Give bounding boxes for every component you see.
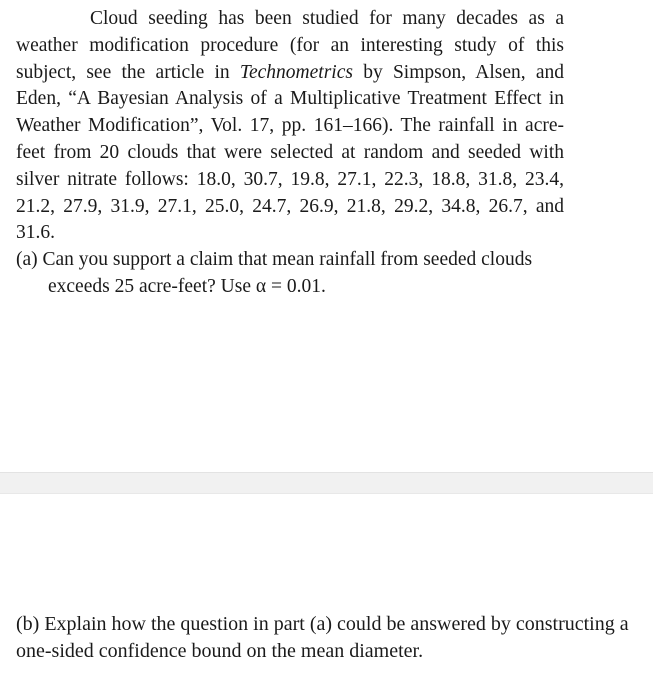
intro-text-after-journal: by Simpson, Alsen, and Eden, “A Bayesian Analysis of a Multiplicative Treatment Effect in Weather Modification”, Vol. 17, pp. 161–166). The rainfall in acre-feet from 20 clouds that were selected at random and seeded with silver nitrate follows: 18.0, 30.7, 19.8, 27.1, 22.3, 18.8, 31.8, 23.4, 21.2, 27.9, 31.9, 27.1, 25.0, 24.7, 26.9, 21.8, 29.2, 34.8, 26.7, and 31.6. (16, 61, 565, 244)
part-b-question: (b) Explain how the question in part (a) could be answered by constructing a one-sided confidence bound on the mean diameter. (16, 613, 629, 662)
problem-intro (16, 6, 564, 247)
answer-area-divider (0, 472, 653, 494)
part-a-question: (a) Can you support a claim that mean rainfall from seeded clouds exceeds 25 acre-feet? Use α = 0.01. (16, 249, 533, 297)
intro-text-before-journal: Cloud seeding has been studied for many decades as a weather modification procedure (for an interesting study of this subject, see the article in (16, 8, 564, 83)
journal-title: Technometrics (239, 61, 353, 83)
problem-statement (16, 6, 564, 301)
